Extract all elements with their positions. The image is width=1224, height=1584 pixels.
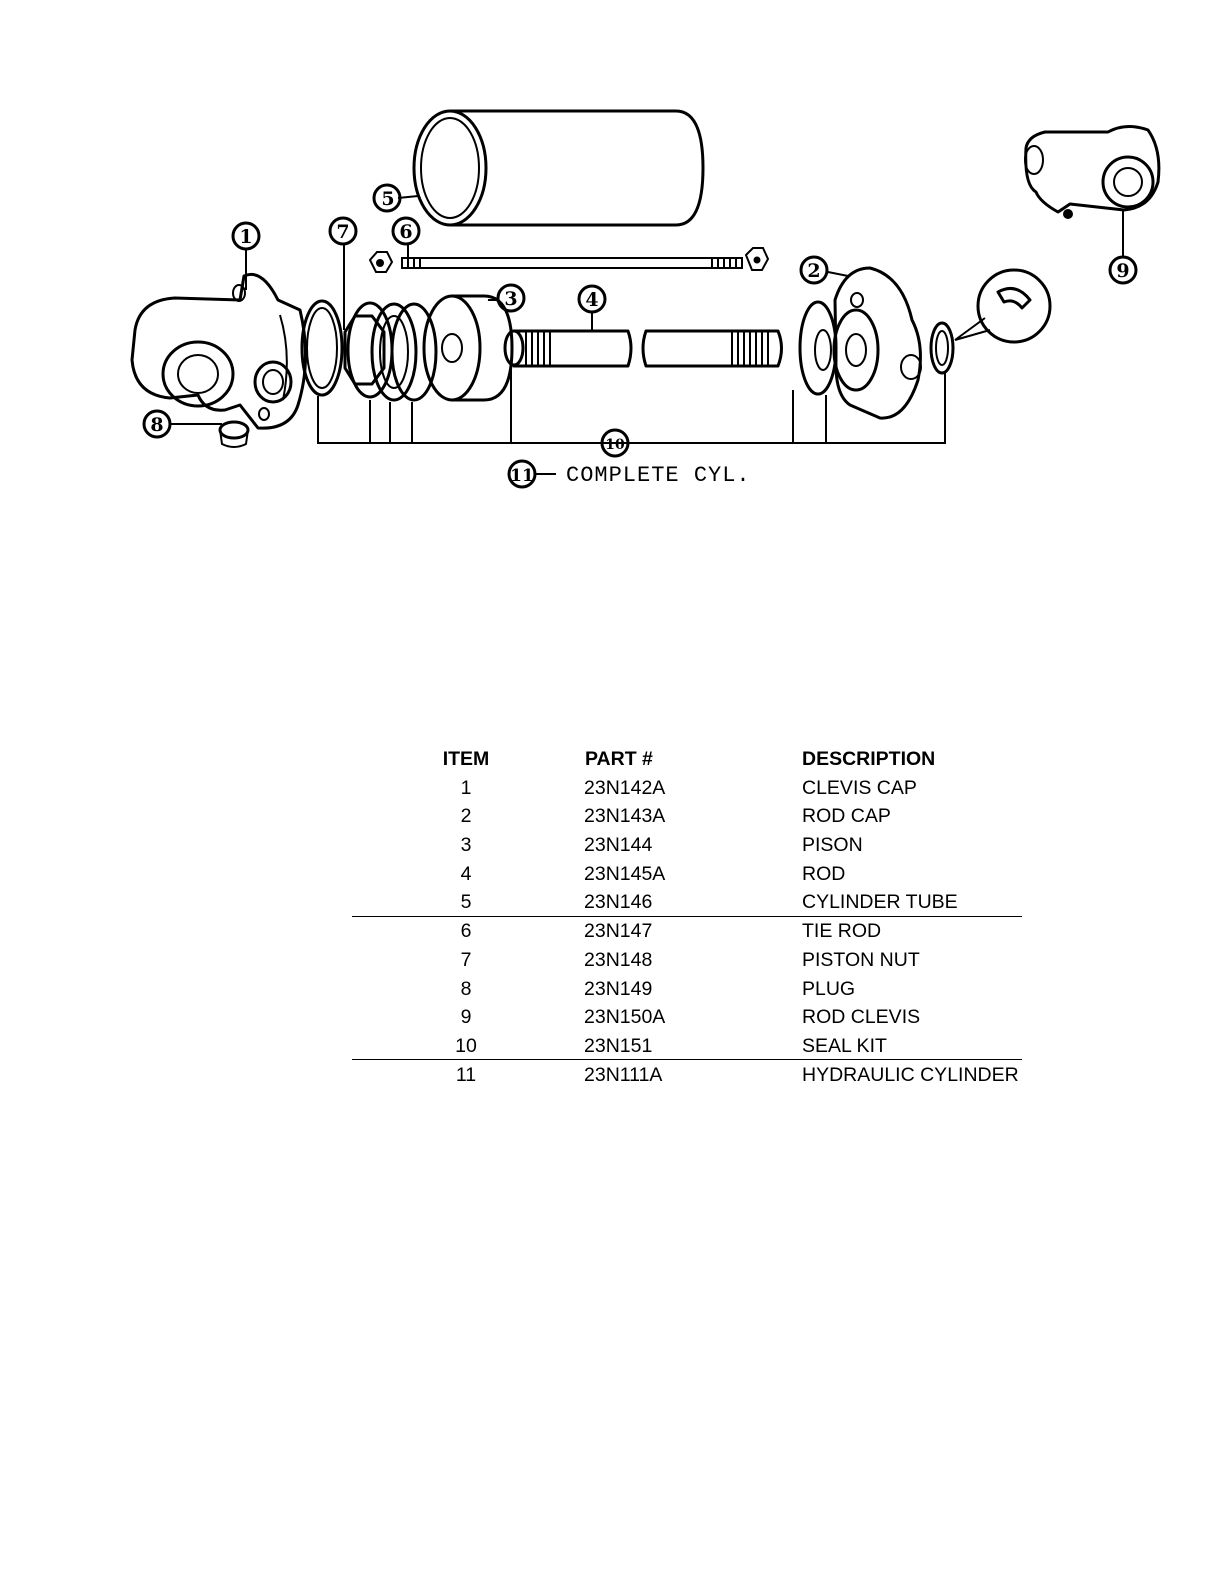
tie-rod-drawing <box>370 248 768 272</box>
svg-text:8: 8 <box>150 414 164 436</box>
part-description: CLEVIS CAP <box>802 776 917 799</box>
table-row <box>352 1003 1024 1032</box>
svg-text:2: 2 <box>807 260 821 282</box>
part-description: SEAL KIT <box>802 1034 887 1057</box>
table-row <box>352 831 1024 860</box>
callout-6 <box>393 218 419 244</box>
rod-clevis-drawing <box>1025 126 1159 219</box>
table-body <box>352 774 1024 1090</box>
detail-balloon-drawing <box>955 270 1050 342</box>
plug-drawing <box>220 422 248 447</box>
callout-10 <box>602 430 628 456</box>
part-description: PLUG <box>802 977 856 1000</box>
table-row <box>352 860 1024 889</box>
svg-text:5: 5 <box>381 188 395 210</box>
part-description: PISTON NUT <box>802 948 920 971</box>
item-number: 5 <box>460 891 472 914</box>
header-description: DESCRIPTION <box>802 748 936 770</box>
part-description: ROD <box>802 862 846 885</box>
part-number: 23N146 <box>584 891 653 914</box>
svg-text:3: 3 <box>504 288 518 310</box>
item-number: 11 <box>455 1063 477 1086</box>
callout-5 <box>374 185 400 211</box>
part-description: ROD CLEVIS <box>802 1006 921 1029</box>
callout-9 <box>1110 257 1136 283</box>
part-description: CYLINDER TUBE <box>802 891 958 914</box>
group-separator-2 <box>352 1059 1022 1060</box>
callout-8 <box>144 411 170 437</box>
header-item: ITEM <box>442 748 490 770</box>
svg-text:6: 6 <box>399 221 413 243</box>
group-separator-1 <box>352 916 1022 917</box>
item-number: 7 <box>460 948 472 971</box>
table-row <box>352 946 1024 975</box>
part-number: 23N144 <box>584 834 653 857</box>
callout-7 <box>330 218 356 244</box>
table-header-row <box>352 745 1024 774</box>
part-number: 23N151 <box>584 1034 653 1057</box>
item-number: 2 <box>460 805 472 828</box>
table-row <box>352 1032 1024 1061</box>
cylinder-tube-drawing <box>414 111 703 225</box>
callout-2 <box>801 257 827 283</box>
svg-text:11: 11 <box>510 466 534 486</box>
part-number: 23N147 <box>584 920 653 943</box>
part-description: ROD CAP <box>802 805 891 828</box>
caption-text: COMPLETE CYL. <box>566 463 751 488</box>
part-description: TIE ROD <box>802 920 882 943</box>
rod-cap-drawing <box>800 268 953 418</box>
table-row <box>352 917 1024 946</box>
table-row <box>352 888 1024 917</box>
svg-text:4: 4 <box>585 289 599 311</box>
rod-drawing <box>505 331 782 366</box>
exploded-view-diagram <box>0 0 1224 520</box>
callout-3 <box>498 285 524 311</box>
table-row <box>352 802 1024 831</box>
svg-text:7: 7 <box>336 221 350 243</box>
part-number: 23N142A <box>584 776 666 799</box>
callout-4 <box>579 286 605 312</box>
table-row <box>352 975 1024 1004</box>
parts-table <box>352 745 1024 1089</box>
part-number: 23N145A <box>584 862 666 885</box>
part-number: 23N149 <box>584 977 653 1000</box>
item-number: 4 <box>460 862 472 885</box>
part-number: 23N150A <box>584 1006 666 1029</box>
part-description: HYDRAULIC CYLINDER <box>802 1063 1019 1086</box>
item-number: 8 <box>460 977 472 1000</box>
part-number: 23N143A <box>584 805 666 828</box>
svg-text:9: 9 <box>1116 260 1130 282</box>
clevis-cap-drawing <box>132 274 306 428</box>
seals-and-piston-drawing <box>302 296 512 400</box>
item-number: 3 <box>460 834 472 857</box>
header-part-number: PART # <box>585 748 653 770</box>
svg-text:1: 1 <box>239 226 253 248</box>
item-number: 1 <box>460 776 472 799</box>
callout-1 <box>233 223 259 249</box>
table-row <box>352 1061 1024 1090</box>
part-description: PISON <box>802 834 863 857</box>
item-number: 9 <box>460 1006 472 1029</box>
item-number: 6 <box>460 920 472 943</box>
svg-text:10: 10 <box>605 437 625 453</box>
caption-complete-cylinder <box>509 461 751 488</box>
table-row <box>352 774 1024 803</box>
item-number: 10 <box>455 1034 477 1057</box>
part-number: 23N148 <box>584 948 653 971</box>
part-number: 23N111A <box>584 1063 663 1086</box>
